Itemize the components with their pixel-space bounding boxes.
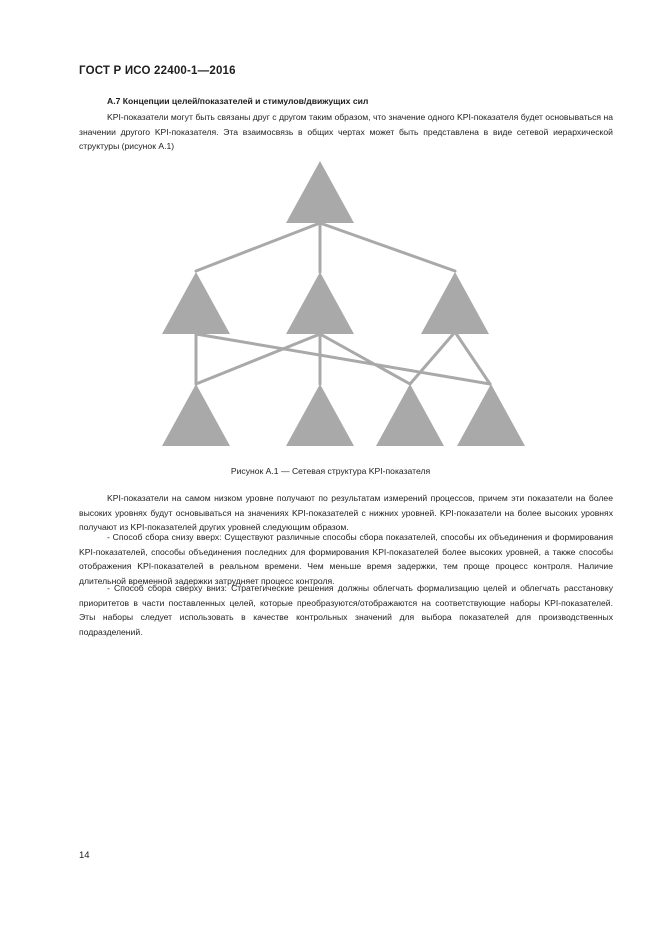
node-bottom-2 bbox=[286, 384, 354, 446]
top-down-paragraph bbox=[79, 581, 613, 639]
edge-midcenter-bottom3 bbox=[320, 334, 410, 384]
node-bottom-3 bbox=[376, 384, 444, 446]
page-number: 14 bbox=[79, 850, 90, 861]
section-title: А.7 Концепции целей/показателей и стимулов/движущих сил bbox=[107, 96, 369, 106]
intro-text: KPI-показатели могут быть связаны друг с другом таким образом, что значение одного KPI-показателя будет основываться на значении другого KPI-показателя. Эта взаимосвязь в общих чертах может быть представлена в виде сетевой иерархической структуры (рисунок А.1) bbox=[79, 112, 613, 152]
edge-top-left bbox=[196, 223, 320, 271]
node-bottom-1 bbox=[162, 384, 230, 446]
bottom-up-paragraph bbox=[79, 530, 613, 588]
bottom-up-text: - Способ сбора снизу вверх: Существуют различные способы сбора показателей, способы их объединения и формирования KPI-показателей, способы объединения последних для формирования KPI-показателей более высоких уровней, а также способы отображения KPI-показателей в реальном времени. Чем меньше время задержки, тем проще процесс контроля. Наличие длительной временной задержки затрудняет процесс контроля. bbox=[79, 532, 613, 586]
body-text-1: KPI-показатели на самом низком уровне получают по результатам измерений процессов, причем эти показатели на более высоких уровнях будут основываться на значениях KPI-показателей с нижних уровней. KPI-показатели на более высоких уровнях получают из KPI-показателей других уровней следующим образом. bbox=[79, 493, 613, 533]
node-bottom-4 bbox=[457, 384, 525, 446]
edge-top-right bbox=[320, 223, 455, 271]
node-middle-left bbox=[162, 272, 230, 334]
edge-midright-bottom4 bbox=[455, 332, 490, 384]
edge-midcenter-bottom1 bbox=[196, 334, 320, 384]
top-down-text: - Способ сбора сверху вниз: Стратегические решения должны облегчать формализацию целей и облегчать расстановку приоритетов в части поставленных целей, которые преобразуются/отображаются на соответствующие наборы KPI-показателей. Эты наборы следует использовать в качестве контрольных значений для выбора показателей для производственных подразделений. bbox=[79, 583, 613, 637]
node-middle-center bbox=[286, 272, 354, 334]
body-paragraph-1 bbox=[79, 491, 613, 535]
node-middle-right bbox=[421, 272, 489, 334]
document-header: ГОСТ Р ИСО 22400-1—2016 bbox=[79, 65, 236, 77]
node-top bbox=[286, 161, 354, 223]
kpi-network-diagram bbox=[0, 0, 661, 460]
figure-caption: Рисунок А.1 — Сетевая структура KPI-показателя bbox=[230, 466, 431, 476]
diagram-nodes bbox=[162, 161, 525, 446]
